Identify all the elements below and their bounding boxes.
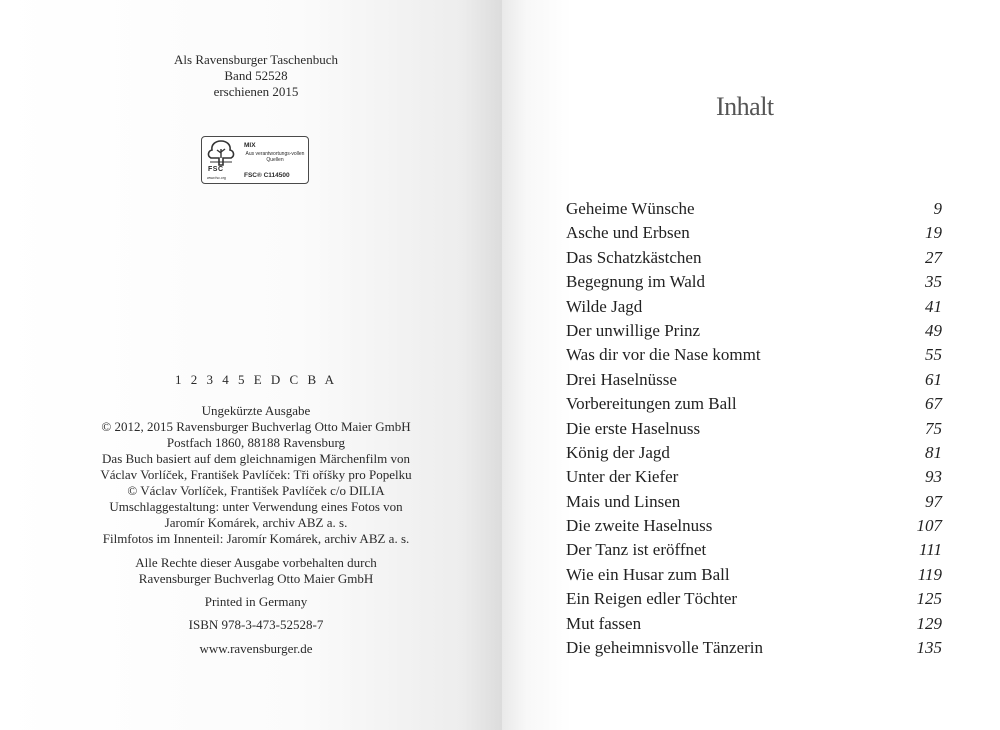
imprint-line: © Václav Vorlíček, František Pavlíček c/o DILIA [127, 483, 385, 498]
fsc-brand: FSC [208, 166, 224, 173]
table-of-contents [566, 197, 942, 660]
rights-notice [0, 555, 512, 587]
toc-entry-title: Begegnung im Wald [566, 272, 706, 292]
toc-entry-page: 111 [919, 540, 942, 560]
toc-entry-page: 75 [925, 418, 942, 438]
toc-entry-title: Was dir vor die Nase kommt [566, 345, 761, 365]
toc-entry-title: Ein Reigen edler Töchter [566, 589, 738, 609]
toc-entry-title: Mut fassen [566, 613, 642, 633]
toc-entry [566, 612, 942, 636]
toc-entry-page: 125 [916, 589, 942, 609]
fsc-mix-label: MIX [244, 142, 256, 149]
toc-entry [566, 368, 942, 392]
toc-entry-title: Drei Haselnüsse [566, 369, 677, 389]
toc-entry-title: Die erste Haselnuss [566, 418, 701, 438]
fsc-website: www.fsc.org [207, 176, 226, 180]
fsc-mix-text: Aus verantwortungs-vollen Quellen [245, 151, 305, 163]
toc-entry-page: 9 [933, 199, 942, 218]
toc-entry-title: Asche und Erbsen [566, 223, 690, 243]
imprint-line: © 2012, 2015 Ravensburger Buchverlag Otto Maier GmbH [101, 419, 411, 434]
imprint-line: Filmfotos im Innenteil: Jaromír Komárek, archiv ABZ a. s. [102, 531, 410, 546]
publisher-website: www.ravensburger.de [199, 641, 313, 656]
printed-in: Printed in Germany [204, 594, 308, 609]
toc-entry-title: Vorbereitungen zum Ball [566, 394, 737, 414]
fsc-code: FSC® C114500 [244, 172, 290, 179]
toc-entry [566, 417, 942, 441]
print-run-line: 1 2 3 4 5 E D C B A [174, 372, 338, 387]
toc-entry [566, 343, 942, 367]
toc-entry [566, 319, 942, 343]
toc-entry [566, 538, 942, 562]
toc-entry-page: 107 [916, 516, 942, 536]
toc-title: Inhalt [716, 92, 774, 121]
toc-entry-title: Geheime Wünsche [566, 199, 695, 218]
toc-entry [566, 587, 942, 611]
toc-entry-title: Die zweite Haselnuss [566, 516, 713, 536]
toc-entry-page: 61 [925, 369, 942, 389]
toc-entry [566, 441, 942, 465]
fsc-tree-icon [206, 140, 236, 166]
toc-entry [566, 636, 942, 660]
toc-entry-title: Wie ein Husar zum Ball [566, 564, 730, 584]
toc-entry-title: Der unwillige Prinz [566, 320, 701, 340]
toc-entry-title: Die geheimnisvolle Tänzerin [566, 638, 764, 658]
imprint-line: Jaromír Komárek, archiv ABZ a. s. [164, 515, 348, 530]
toc-entry-title: Das Schatzkästchen [566, 247, 702, 267]
toc-entry [566, 197, 942, 221]
toc-entry-title: Mais und Linsen [566, 491, 681, 511]
toc-entry-page: 135 [916, 638, 942, 658]
imprint-line: Ungekürzte Ausgabe [201, 403, 311, 418]
toc-entry [566, 295, 942, 319]
toc-entry-page: 27 [925, 247, 942, 267]
toc-entry [566, 221, 942, 245]
series-line: Band 52528 [224, 68, 288, 83]
toc-entry-page: 19 [925, 223, 942, 243]
imprint-line: Václav Vorlíček, František Pavlíček: Tři oříšky pro Popelku [100, 467, 412, 482]
fsc-logo [201, 136, 309, 184]
toc-entry [566, 490, 942, 514]
toc-entry-page: 129 [916, 613, 942, 633]
series-info [0, 52, 512, 100]
toc-entry [566, 514, 942, 538]
toc-entry-title: Wilde Jagd [566, 296, 643, 316]
isbn: ISBN 978-3-473-52528-7 [188, 617, 324, 632]
toc-entry-title: Der Tanz ist eröffnet [566, 540, 707, 560]
toc-entry-page: 81 [925, 442, 942, 462]
toc-entry-page: 97 [925, 491, 942, 511]
series-line: erschienen 2015 [213, 84, 299, 99]
rights-line: Alle Rechte dieser Ausgabe vorbehalten durch [135, 555, 377, 570]
toc-entry-page: 41 [925, 296, 942, 316]
toc-entry-page: 93 [925, 467, 942, 487]
toc-entry [566, 465, 942, 489]
toc-entry-page: 67 [925, 394, 942, 414]
toc-entry-page: 35 [925, 272, 942, 292]
toc-entry-title: König der Jagd [566, 442, 670, 462]
toc-entry [566, 246, 942, 270]
imprint-line: Umschlaggestaltung: unter Verwendung eines Fotos von [109, 499, 403, 514]
rights-line: Ravensburger Buchverlag Otto Maier GmbH [138, 571, 374, 586]
imprint [0, 403, 512, 547]
toc-entry [566, 563, 942, 587]
series-line: Als Ravensburger Taschenbuch [174, 52, 338, 67]
toc-entry-title: Unter der Kiefer [566, 467, 679, 487]
imprint-line: Das Buch basiert auf dem gleichnamigen Märchenfilm von [102, 451, 410, 466]
imprint-line: Postfach 1860, 88188 Ravensburg [166, 435, 346, 450]
toc-entry-page: 49 [925, 320, 942, 340]
toc-entry [566, 270, 942, 294]
toc-entry-page: 119 [917, 564, 942, 584]
toc-entry [566, 392, 942, 416]
toc-entry-page: 55 [925, 345, 942, 365]
